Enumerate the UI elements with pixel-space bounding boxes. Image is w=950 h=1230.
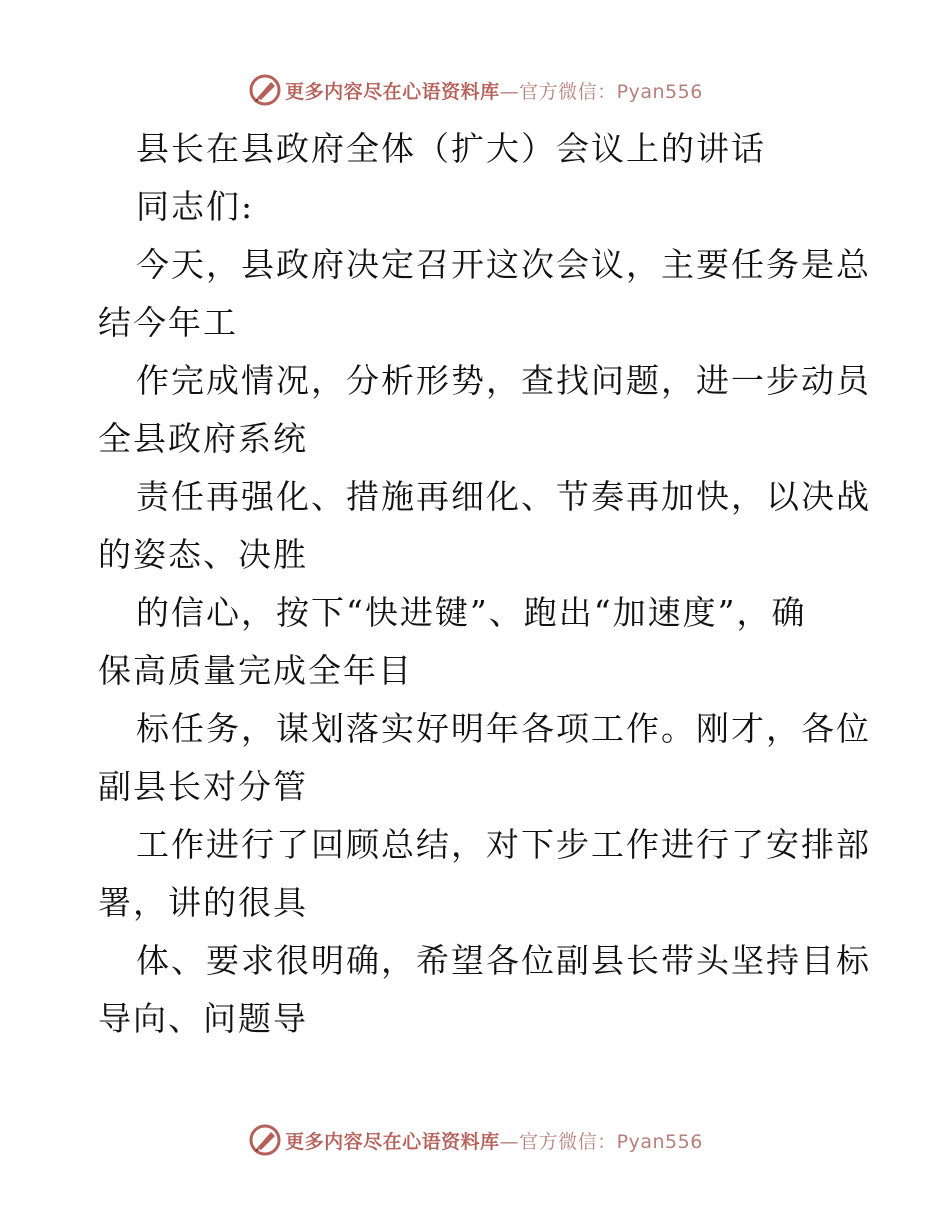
- text-line: 责任再强化、措施再细化、节奏再加快，以决战: [136, 477, 871, 516]
- text-line: 今天，县政府决定召开这次会议，主要任务是总: [136, 245, 871, 284]
- pen-logo-icon: [247, 72, 283, 108]
- text-line: 全县政府系统: [98, 419, 308, 458]
- pen-logo-icon: [247, 1122, 283, 1158]
- text-line: 的姿态、决胜: [98, 535, 308, 574]
- text-line: 结今年工: [98, 303, 238, 342]
- text-line: 署，讲的很具: [98, 883, 308, 922]
- text-line: 保高质量完成全年目: [98, 651, 413, 690]
- text-line: 体、要求很明确，希望各位副县长带头坚持目标: [136, 941, 871, 980]
- text-line: 导向、问题导: [98, 999, 308, 1038]
- text-line: 同志们:: [136, 187, 255, 226]
- text-line: 作完成情况，分析形势，查找问题，进一步动员: [136, 361, 871, 400]
- text-line: 工作进行了回顾总结，对下步工作进行了安排部: [136, 825, 871, 864]
- watermark-text: 更多内容尽在心语资料库—官方微信：Pyan556: [285, 1130, 703, 1153]
- header-watermark: [0, 70, 950, 110]
- text-line: 副县长对分管: [98, 767, 308, 806]
- document-title: 县长在县政府全体（扩大）会议上的讲话: [136, 129, 766, 168]
- text-line: 标任务，谋划落实好明年各项工作。刚才，各位: [136, 709, 871, 748]
- speech-body: [98, 120, 871, 1048]
- text-line: 的信心，按下“快进键”、跑出“加速度”，确: [136, 593, 807, 632]
- footer-watermark: [0, 1120, 950, 1160]
- watermark-text: 更多内容尽在心语资料库—官方微信：Pyan556: [285, 80, 703, 103]
